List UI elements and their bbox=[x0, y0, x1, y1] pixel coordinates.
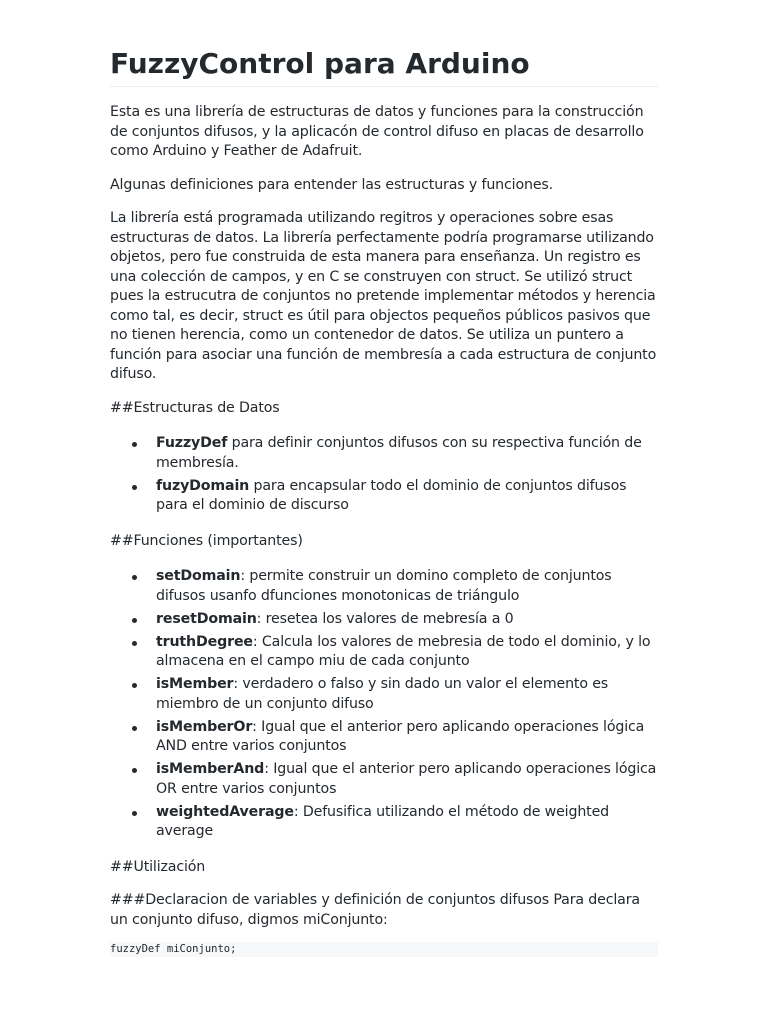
declaration-paragraph: ###Declaracion de variables y definición de conjuntos difusos Para declara un conjunto difuso, digmos miConjunto: bbox=[110, 892, 640, 928]
structure-desc: para definir conjuntos difusos con su respectiva función de membresía. bbox=[156, 435, 642, 471]
list-item bbox=[110, 477, 658, 516]
function-desc: : permite construir un domino completo de conjuntos difusos usanfo dfunciones monotonicas de triángulo bbox=[156, 568, 612, 604]
definitions-paragraph: Algunas definiciones para entender las estructuras y funciones. bbox=[110, 176, 554, 193]
function-name: weightedAverage bbox=[156, 803, 294, 820]
function-desc: : Igual que el anterior pero aplicando operaciones lógica OR entre varios conjuntos bbox=[156, 761, 657, 797]
list-item bbox=[110, 718, 658, 757]
bullet-icon bbox=[132, 683, 137, 688]
page-title: FuzzyControl para Arduino bbox=[110, 44, 658, 87]
list-item bbox=[110, 434, 658, 473]
function-desc: : Defusifica utilizando el método de weighted average bbox=[156, 803, 610, 839]
bullet-icon bbox=[132, 618, 137, 623]
intro-paragraph: Esta es una librería de estructuras de datos y funciones para la construcción de conjuntos difusos, y la aplicacón de control difuso en placas de desarrollo como Arduino y Feather de Adafruit. bbox=[110, 104, 644, 159]
structures-heading: ##Estructuras de Datos bbox=[110, 399, 280, 416]
bullet-icon bbox=[132, 442, 137, 447]
function-name: isMemberOr bbox=[156, 718, 253, 735]
bullet-icon bbox=[132, 768, 137, 773]
bullet-icon bbox=[132, 575, 137, 580]
function-name: isMember bbox=[156, 676, 234, 692]
function-name: resetDomain bbox=[156, 610, 257, 627]
bullet-icon bbox=[132, 811, 137, 816]
functions-list bbox=[110, 567, 658, 842]
list-item bbox=[110, 803, 658, 842]
main-paragraph: La librería está programada utilizando regitros y operaciones sobre esas estructuras de datos. La librería perfectamente podría programarse utilizando objetos, pero fue construida de esta manera para enseñanza. Un registro es una colección de campos, y en C se construyen con struct. Se utilizó struct pues la estrucutra de conjuntos no pretende implementar métodos y herencia como tal, es decir, struct es útil para objectos pequeños públicos pasivos que no tienen herencia, como un contenedor de datos. Se utiliza un puntero a función para asociar una función de membresía a cada estructura de conjunto difuso. bbox=[110, 210, 657, 382]
structure-name: FuzzyDef bbox=[156, 435, 228, 451]
function-name: truthDegree bbox=[156, 633, 253, 650]
bullet-icon bbox=[132, 641, 137, 646]
function-desc: : Igual que el anterior pero aplicando operaciones lógica AND entre varios conjuntos bbox=[156, 718, 645, 754]
list-item bbox=[110, 675, 658, 714]
structures-list bbox=[110, 434, 658, 516]
list-item bbox=[110, 567, 658, 606]
function-name: isMemberAnd bbox=[156, 761, 265, 777]
functions-heading: ##Funciones (importantes) bbox=[110, 532, 303, 549]
document-page bbox=[110, 44, 658, 957]
list-item bbox=[110, 760, 658, 799]
bullet-icon bbox=[132, 726, 137, 731]
function-desc: : Calcula los valores de mebresia de todo el dominio, y lo almacena en el campo miu de cada conjunto bbox=[156, 633, 651, 669]
function-name: setDomain bbox=[156, 568, 241, 584]
list-item bbox=[110, 610, 658, 630]
function-desc: : resetea los valores de mebresía a 0 bbox=[256, 610, 514, 627]
structure-desc: para encapsular todo el dominio de conjuntos difusos para el dominio de discurso bbox=[156, 477, 627, 513]
code-block: fuzzyDef miConjunto; bbox=[110, 942, 658, 957]
list-item bbox=[110, 633, 658, 672]
function-desc: : verdadero o falso y sin dado un valor el elemento es miembro de un conjunto difuso bbox=[156, 676, 609, 712]
bullet-icon bbox=[132, 485, 137, 490]
structure-name: fuzyDomain bbox=[156, 477, 250, 494]
usage-heading: ##Utilización bbox=[110, 858, 206, 875]
